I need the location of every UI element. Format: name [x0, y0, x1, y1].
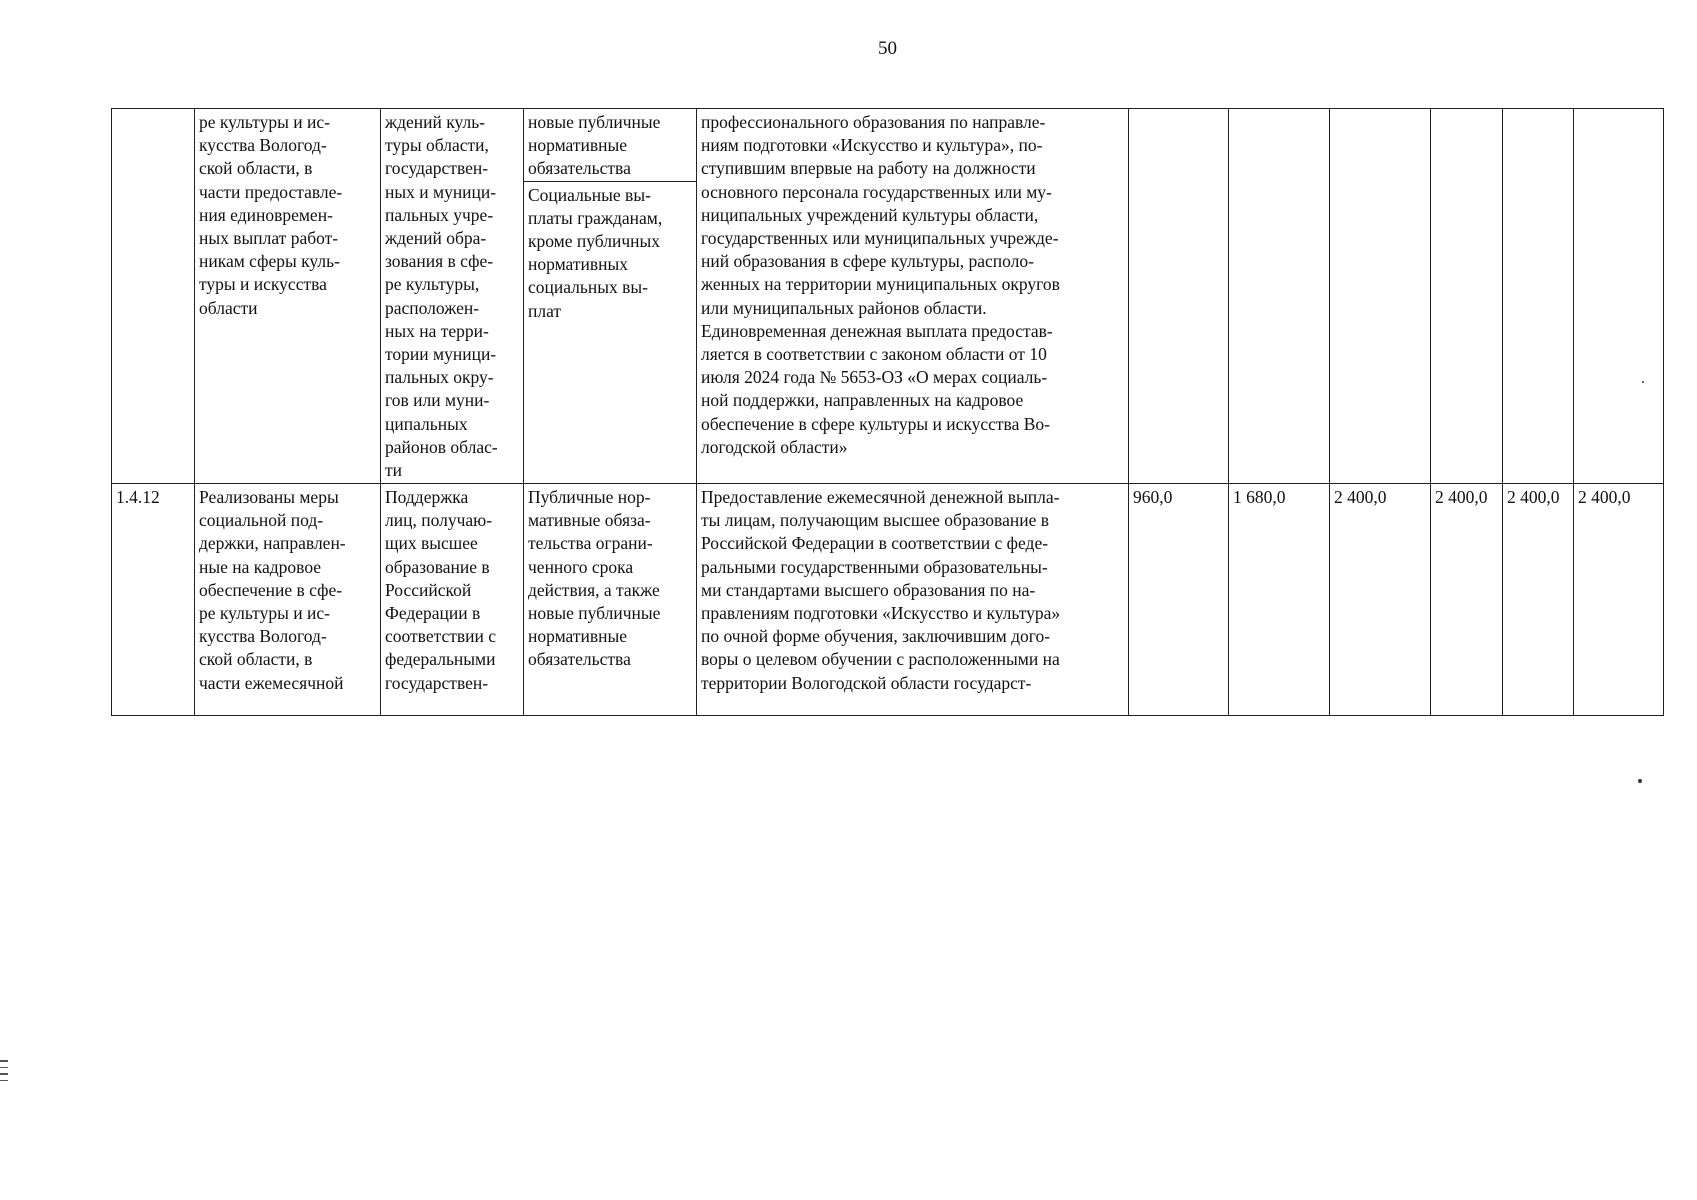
cell-text-line: Федерации в	[385, 603, 481, 624]
value-cell	[1503, 109, 1574, 484]
cell-text-line: воры о целевом обучении с расположенными на	[701, 649, 1060, 670]
cell-text-line: нормативные	[528, 626, 628, 647]
cell-text-line: социальной под-	[199, 510, 324, 531]
obligation-type	[524, 109, 697, 484]
cell-text-line: платы гражданам,	[528, 207, 663, 228]
cell-text-line: ральными государственными образовательны-	[701, 556, 1048, 577]
result-description	[195, 484, 381, 716]
cell-text-line: области	[199, 297, 258, 318]
cell-text-line: женных на территории муниципальных округов	[701, 274, 1060, 295]
cell-text-line: туры области,	[385, 135, 489, 156]
cell-text-line: ти	[385, 460, 403, 481]
cell-text-line: плат	[528, 300, 562, 321]
cell-text-line: тории муници-	[385, 344, 497, 365]
cell-text-line: ных и муници-	[385, 181, 497, 202]
cell-text-line: ной поддержки, направленных на кадровое	[701, 390, 1024, 411]
row-code: 1.4.12	[112, 484, 195, 716]
cell-text-line: Единовременная денежная выплата предостав-	[701, 320, 1053, 341]
obligation-type-lower	[524, 182, 696, 323]
cell-text-line: обязательства	[528, 158, 631, 179]
cell-text-line: ской области, в	[199, 649, 313, 670]
obligation-type-upper	[524, 109, 696, 182]
cell-text-line: ципальных	[385, 413, 468, 434]
value-cell	[1129, 109, 1229, 484]
scan-speck	[1638, 779, 1642, 783]
cell-text-line: Российской Федерации в соответствии с феде-	[701, 533, 1049, 554]
table-row	[112, 484, 1664, 716]
cell-text-line: территории Вологодской области государст-	[701, 672, 1032, 693]
cell-text-line: обеспечение в сфе-	[199, 579, 343, 600]
cell-text-line: по очной форме обучения, заключившим дого-	[701, 626, 1051, 647]
measure-description	[697, 484, 1129, 716]
scan-speck	[1642, 381, 1644, 383]
value-cell: 2 400,0	[1574, 484, 1664, 716]
cell-text-line: туры и искусства	[199, 274, 327, 295]
cell-text-line: Поддержка	[385, 487, 469, 507]
value-cell: 2 400,0	[1503, 484, 1574, 716]
cell-text-line: ждений обра-	[385, 228, 487, 249]
cell-text-line: новые публичные	[528, 112, 661, 132]
cell-text-line: части ежемесячной	[199, 672, 344, 693]
cell-text-line: ре культуры,	[385, 274, 480, 295]
cell-text-line: государствен-	[385, 672, 489, 693]
cell-text-line: гов или муни-	[385, 390, 490, 411]
cell-text-line: лиц, получаю-	[385, 510, 493, 531]
cell-text-line: ступившим впервые на работу на должности	[701, 158, 1036, 179]
page-number: 50	[878, 38, 897, 59]
cell-text-line: федеральными	[385, 649, 496, 670]
cell-text-line: ния единовремен-	[199, 204, 333, 225]
cell-text-line: обеспечение в сфере культуры и искусства Во-	[701, 413, 1050, 434]
cell-text-line: ляется в соответствии с законом области от 10	[701, 344, 1047, 365]
cell-text-line: ниям подготовки «Искусство и культура», по-	[701, 135, 1043, 156]
cell-text-line: Реализованы меры	[199, 487, 339, 507]
cell-text-line: логодской области»	[701, 436, 848, 457]
cell-text-line: кроме публичных	[528, 231, 661, 252]
cell-text-line: мативные обяза-	[528, 510, 651, 531]
cell-text-line: Предоставление ежемесячной денежной выпла-	[701, 487, 1060, 507]
cell-text-line: июля 2024 года № 5653-ОЗ «О мерах социаль-	[701, 367, 1048, 388]
cell-text-line: ми стандартами высшего образования по на-	[701, 579, 1036, 600]
cell-text-line: кусства Вологод-	[199, 626, 327, 647]
value-cell	[1574, 109, 1664, 484]
cell-text-line: ные на кадровое	[199, 556, 322, 577]
cell-text-line: никам сферы куль-	[199, 251, 340, 272]
cell-text-line: нормативных	[528, 254, 629, 275]
cell-text-line: или муниципальных районов области.	[701, 297, 987, 318]
cell-text-line: районов облас-	[385, 436, 498, 457]
cell-text-line: ченного срока	[528, 556, 634, 577]
cell-text-line: ний образования в сфере культуры, располо-	[701, 251, 1034, 272]
value-cell: 2 400,0	[1330, 484, 1431, 716]
cell-text-line: тельства ограни-	[528, 533, 653, 554]
value-cell	[1229, 109, 1330, 484]
cell-text-line: щих высшее	[385, 533, 478, 554]
cell-text-line: образование в	[385, 556, 490, 577]
cell-text-line: государственных или муниципальных учрежде-	[701, 228, 1059, 249]
cell-text-line: части предоставле-	[199, 181, 343, 202]
cell-text-line: ных выплат работ-	[199, 228, 339, 249]
cell-text-line: ных на терри-	[385, 320, 489, 341]
cell-text-line: действия, а также	[528, 579, 660, 600]
value-cell	[1330, 109, 1431, 484]
value-cell	[1431, 109, 1503, 484]
cell-text-line: пальных учре-	[385, 204, 494, 225]
cell-text-line: правлениям подготовки «Искусство и культура»	[701, 603, 1061, 624]
cell-text-line: государствен-	[385, 158, 489, 179]
cell-text-line: пальных окру-	[385, 367, 494, 388]
cell-text-line: зования в сфе-	[385, 251, 494, 272]
cell-text-line: нормативные	[528, 135, 628, 156]
table-row	[112, 109, 1664, 484]
target-group	[381, 109, 524, 484]
cell-text-line: соответствии с	[385, 626, 497, 647]
cell-text-line: держки, направлен-	[199, 533, 346, 554]
measure-description	[697, 109, 1129, 484]
scan-edge-marks	[0, 1060, 9, 1086]
cell-text-line: Социальные вы-	[528, 184, 651, 205]
target-group	[381, 484, 524, 716]
cell-text-line: социальных вы-	[528, 277, 648, 298]
value-cell: 2 400,0	[1431, 484, 1503, 716]
value-cell: 1 680,0	[1229, 484, 1330, 716]
cell-text-line: кусства Вологод-	[199, 135, 327, 156]
value-cell: 960,0	[1129, 484, 1229, 716]
cell-text-line: расположен-	[385, 297, 480, 318]
obligation-type	[524, 484, 697, 716]
cell-text-line: ты лицам, получающим высшее образование в	[701, 510, 1049, 531]
result-description	[195, 109, 381, 484]
cell-text-line: новые публичные	[528, 603, 661, 624]
cell-text-line: профессионального образования по направле-	[701, 112, 1046, 132]
row-code	[112, 109, 195, 484]
cell-text-line: обязательства	[528, 649, 631, 670]
cell-text-line: ской области, в	[199, 158, 313, 179]
cell-text-line: основного персонала государственных или му-	[701, 181, 1052, 202]
cell-text-line: Российской	[385, 579, 472, 600]
cell-text-line: Публичные нор-	[528, 487, 651, 507]
budget-table	[111, 108, 1664, 716]
cell-text-line: ждений куль-	[385, 112, 486, 132]
cell-text-line: ре культуры и ис-	[199, 603, 330, 624]
cell-text-line: ре культуры и ис-	[199, 112, 330, 132]
cell-text-line: ниципальных учреждений культуры области,	[701, 204, 1039, 225]
